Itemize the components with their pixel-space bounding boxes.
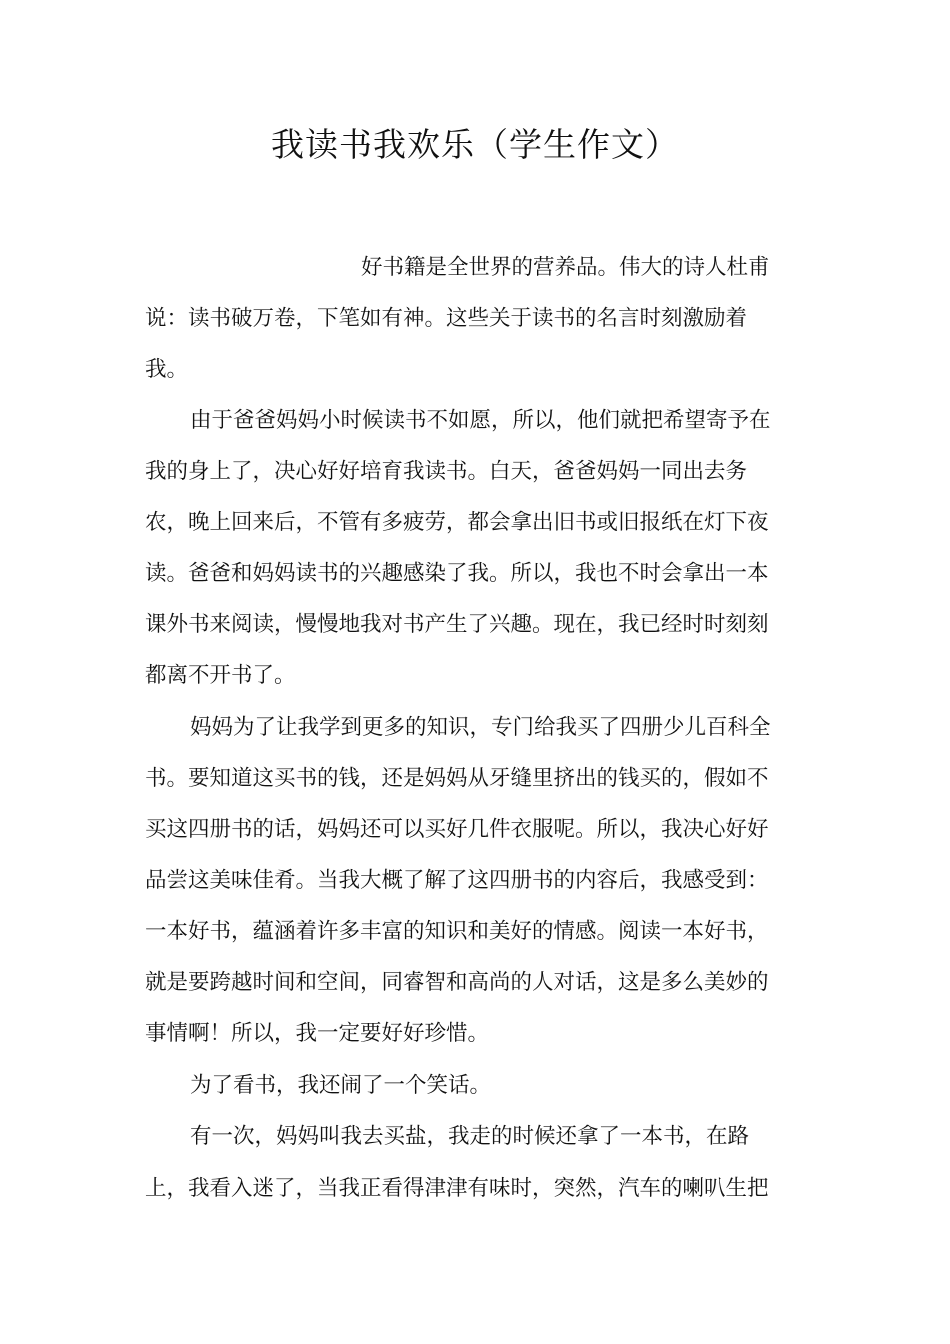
text-line: 好书籍是全世界的营养品。伟大的诗人杜甫: [361, 255, 770, 280]
text-line: 我。: [145, 357, 189, 382]
text-line: 说：读书破万卷，下笔如有神。这些关于读书的名言时刻激励着: [145, 306, 748, 331]
document-title: 我读书我欢乐（学生作文）: [271, 125, 679, 164]
text-line: 品尝这美味佳肴。当我大概了解了这四册书的内容后，我感受到：: [145, 868, 769, 893]
text-line: 课外书来阅读，慢慢地我对书产生了兴趣。现在，我已经时时刻刻: [145, 612, 769, 637]
text-line: 农，晚上回来后，不管有多疲劳，都会拿出旧书或旧报纸在灯下夜: [145, 510, 769, 535]
text-line: 我的身上了，决心好好培育我读书。白天，爸爸妈妈一同出去务: [145, 459, 748, 484]
text-line: 就是要跨越时间和空间，同睿智和高尚的人对话，这是多么美妙的: [145, 970, 769, 995]
text-line: 书。要知道这买书的钱，还是妈妈从牙缝里挤出的钱买的，假如不: [145, 766, 769, 791]
text-line: 买这四册书的话，妈妈还可以买好几件衣服呢。所以，我决心好好: [145, 817, 769, 842]
text-line: 上，我看入迷了，当我正看得津津有味时，突然，汽车的喇叭生把: [145, 1176, 769, 1201]
text-line: 读。爸爸和妈妈读书的兴趣感染了我。所以，我也不时会拿出一本: [145, 561, 769, 586]
text-line: 一本好书，蕴涵着许多丰富的知识和美好的情感。阅读一本好书，: [145, 919, 769, 944]
text-line: 由于爸爸妈妈小时候读书不如愿，所以，他们就把希望寄予在: [190, 408, 771, 433]
text-line: 事情啊！所以，我一定要好好珍惜。: [145, 1021, 490, 1046]
text-line: 都离不开书了。: [145, 663, 296, 688]
text-line: 为了看书，我还闹了一个笑话。: [190, 1073, 492, 1098]
text-line: 有一次，妈妈叫我去买盐，我走的时候还拿了一本书，在路: [190, 1124, 750, 1149]
text-line: 妈妈为了让我学到更多的知识，专门给我买了四册少儿百科全: [190, 715, 771, 740]
